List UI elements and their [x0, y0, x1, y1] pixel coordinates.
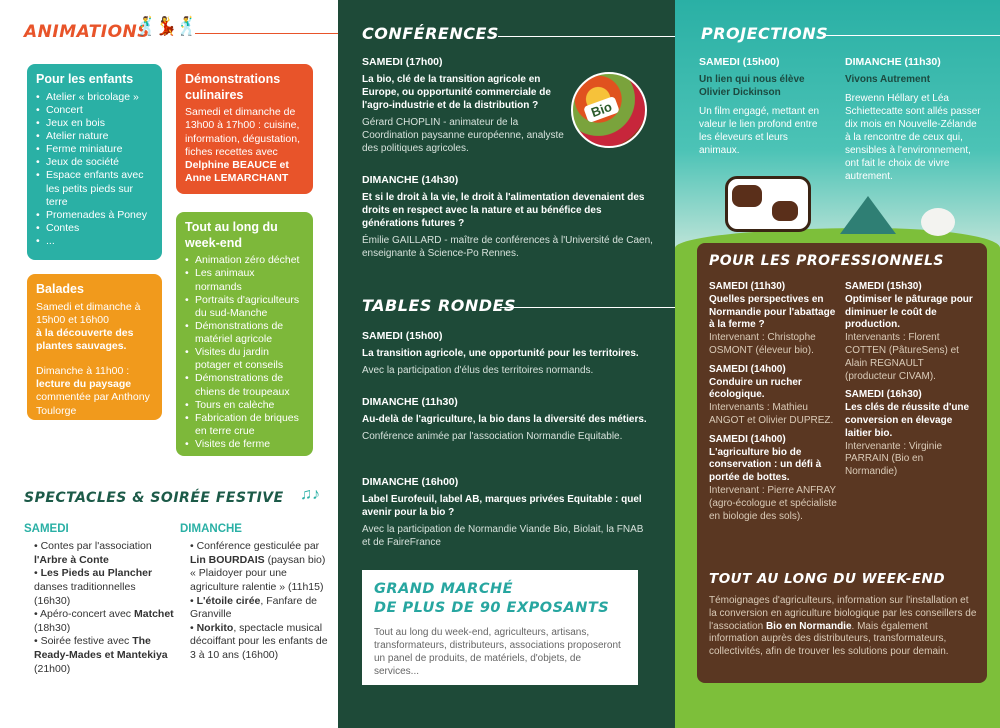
list-item: • Espace enfants avec les petits pieds sur terre: [36, 169, 153, 208]
title-line: [823, 35, 1000, 36]
animations-title: ANIMATIONS: [24, 22, 151, 42]
pro-desc: Intervenant : Christophe OSMONT (éleveur bio).: [709, 332, 816, 356]
list-item: • Atelier nature: [36, 130, 153, 143]
table-desc: Conférence animée par l'association Normandie Equitable.: [362, 430, 623, 442]
item-bold: L'étoile cirée: [196, 594, 261, 607]
balades-text4: lecture du paysage: [36, 378, 132, 391]
list-item: • Démonstrations de matériel agricole: [185, 320, 304, 346]
weekend-list: [185, 254, 304, 451]
pro-topic: Optimiser le pâturage pour diminuer le coût de production.: [845, 293, 973, 331]
box-enfants: [27, 64, 162, 260]
proj-desc: Brewenn Héllary et Léa Schiettecatte sont allés passer dix mois en Nouvelle-Zélande à la rencontre de ceux qui, sensibles à l'environnement, ont fait le choix de vivre autrement.: [845, 92, 981, 182]
music-note-icon: ♫♪: [300, 486, 320, 503]
pro-item: [709, 434, 839, 524]
box-balades: [27, 274, 162, 420]
table-topic: La transition agricole, une opportunité pour les territoires.: [362, 347, 639, 359]
panel-animations: [0, 0, 338, 728]
sheep-icon: [921, 208, 955, 236]
bio-fruits-image: [571, 72, 647, 148]
pros-box: [697, 243, 987, 683]
demos-text: [185, 106, 304, 185]
pros-title: POUR LES PROFESSIONNELS: [709, 253, 944, 269]
item-bold: l'Arbre à Conte: [34, 553, 109, 566]
title-line: [500, 307, 675, 308]
conf-1: [362, 56, 572, 155]
pros-left-col: [709, 281, 839, 523]
mont-saint-michel-icon: [840, 196, 896, 234]
list-item: • Soirée festive avec The Ready-Mades et Mantekiya (21h00): [34, 635, 168, 675]
balades-text5: commentée par Anthony Toulorge: [36, 391, 150, 417]
samedi-label: SAMEDI: [24, 523, 69, 535]
enfants-list: [36, 91, 153, 249]
projections-title: PROJECTIONS: [701, 24, 829, 43]
list-item: • Atelier « bricolage »: [36, 91, 153, 104]
list-item: • Visites de ferme: [185, 438, 304, 451]
item-text: Contes par l'association: [40, 539, 152, 552]
pros-weekend-text: [709, 595, 977, 659]
list-item: • Promenades à Poney: [36, 209, 153, 222]
pro-desc: Intervenant : Pierre ANFRAY (agro-écologue et spécialiste en biologie des sols).: [709, 484, 837, 522]
conferences-title: CONFÉRENCES: [362, 24, 499, 43]
proj-1: [699, 56, 829, 157]
title-line: [195, 33, 338, 34]
list-item: • Conférence gesticulée par Lin BOURDAIS (paysan bio) « Plaidoyer pour une agriculture ralentie » (11h15): [190, 539, 326, 593]
pro-day: SAMEDI (14h00): [709, 433, 786, 445]
proj-topic: Un lien qui nous élève Olivier Dickinson: [699, 73, 805, 98]
panel-conferences: [338, 0, 675, 728]
cow-icon: [725, 176, 811, 232]
pro-desc: Intervenants : Mathieu ANGOT et Olivier DUPREZ.: [709, 402, 834, 426]
pro-day: SAMEDI (14h00): [709, 363, 786, 375]
list-item: • Fabrication de briques en terre crue: [185, 412, 304, 438]
table-desc: Avec la participation d'élus des territoires normands.: [362, 364, 594, 376]
marche-text: Tout au long du week-end, agriculteurs, artisans, transformateurs, distributeurs, associations proposeront un panel de produits, de matériels, d'objets, de services...: [374, 626, 621, 677]
list-item: • Tours en calèche: [185, 399, 304, 412]
pro-item: [709, 364, 839, 428]
demos-title: Démonstrations culinaires: [185, 72, 281, 102]
balades-text1: Samedi et dimanche à 15h00 et 16h00: [36, 300, 141, 326]
list-item: • Apéro-concert avec Matchet (18h30): [34, 608, 174, 634]
proj-desc: Un film engagé, mettant en valeur le lien profond entre les éleveurs et leurs animaux.: [699, 105, 820, 156]
table-day: DIMANCHE (16h00): [362, 476, 459, 488]
pro-topic: Conduire un rucher écologique.: [709, 376, 802, 401]
proj-day: DIMANCHE (11h30): [845, 56, 941, 68]
list-item: • Démonstrations de chiens de troupeaux: [185, 372, 304, 398]
marche-title: [374, 580, 626, 618]
spectacles-title: SPECTACLES & SOIRÉE FESTIVE: [24, 490, 284, 506]
pro-day: SAMEDI (16h30): [845, 389, 922, 401]
conf-desc: Émilie GAILLARD - maître de conférences à l'Université de Caen, enseignante à Science-Po Rennes.: [362, 234, 653, 259]
list-item: • Concert: [36, 104, 153, 117]
table-day: DIMANCHE (11h30): [362, 396, 458, 408]
item-text: danses traditionnelles (16h30): [34, 580, 136, 607]
conf-2: [362, 174, 654, 260]
item-text: Soirée festive avec: [40, 635, 133, 648]
pro-topic: L'agriculture bio de conservation : un défi à portée de bottes.: [709, 446, 822, 484]
pro-day: SAMEDI (11h30): [709, 281, 786, 292]
dancers-icon: 🕺💃🕺: [135, 16, 197, 36]
pro-item: [709, 281, 839, 358]
weekend-text-1: Témoignages d'agriculteurs, information sur l'installation et la conversion en agriculture biologique par les conseillers de l'association: [709, 595, 977, 632]
pro-item: [845, 281, 975, 383]
item-text: , spectacle musical décoiffant pour les enfants de 3 à 10 ans (16h00): [190, 621, 328, 662]
item-text: Apéro-concert avec: [40, 608, 134, 621]
list-item: • Jeux de société: [36, 156, 153, 169]
pro-topic: Quelles perspectives en Normandie pour l'abattage à la ferme ?: [709, 293, 836, 331]
item-bold: Les Pieds au Plancher: [40, 567, 153, 580]
marche-title-2: DE PLUS DE 90 EXPOSANTS: [374, 599, 610, 616]
conf-day: SAMEDI (17h00): [362, 56, 443, 68]
list-item: • Visites du jardin potager et conseils: [185, 346, 304, 372]
list-item: • Contes: [36, 222, 153, 235]
conf-topic: La bio, clé de la transition agricole en Europe, ou opportunité commerciale de l'agro-industrie et de la distribution ?: [362, 73, 551, 111]
proj-day: SAMEDI (15h00): [699, 56, 780, 68]
table-topic: Label Eurofeuil, label AB, marques privées Equitable : quel avenir pour la bio ?: [362, 493, 642, 518]
list-item: • Contes par l'association l'Arbre à Conte: [34, 539, 152, 566]
item-bold: Lin BOURDAIS: [190, 553, 265, 566]
pro-desc: Intervenants : Florent COTTEN (PâtureSens) et Alain REGNAULT (producteur CIVAM).: [845, 332, 959, 382]
conf-day: DIMANCHE (14h30): [362, 174, 459, 186]
weekend-text-2: . Mais également information auprès des distributeurs, transformateurs, collectivités, afin de trouver les solutions pour demain.: [709, 620, 949, 658]
weekend-bold: Bio en Normandie: [765, 620, 852, 632]
pro-desc: Intervenante : Virginie PARRAIN (Bio en Normandie): [845, 440, 943, 478]
grand-marche-box: [362, 570, 638, 685]
item-bold: The Ready-Mades et Mantekiya: [34, 635, 168, 662]
balades-text3: Dimanche à 11h00 :: [36, 365, 130, 378]
dimanche-list: [180, 540, 330, 663]
dimanche-label: DIMANCHE: [180, 523, 242, 535]
table-2: [362, 396, 654, 443]
table-desc: Avec la participation de Normandie Viande Bio, Biolait, la FNAB et de FaireFrance: [362, 523, 644, 548]
proj-topic: Vivons Autrement: [845, 73, 931, 85]
pro-day: SAMEDI (15h30): [845, 281, 922, 292]
item-bold: Matchet: [133, 608, 174, 621]
proj-2: [845, 56, 985, 183]
spectacles-samedi: [24, 522, 174, 676]
list-item: • L'étoile cirée, Fanfare de Granville: [190, 594, 317, 621]
box-demos: [176, 64, 313, 194]
item-text: Conférence gesticulée par: [196, 539, 320, 552]
pro-topic: Les clés de réussite d'une conversion en élevage laitier bio.: [845, 402, 970, 439]
pros-weekend-title: TOUT AU LONG DU WEEK-END: [709, 571, 946, 587]
balades-text2: à la découverte des plantes sauvages.: [36, 326, 134, 352]
balades-title: Balades: [36, 282, 84, 296]
demos-names: Delphine BEAUCE et Anne LEMARCHANT: [185, 158, 289, 184]
list-item: • Les animaux normands: [185, 267, 304, 293]
table-topic: Au-delà de l'agriculture, la bio dans la diversité des métiers.: [362, 413, 647, 425]
samedi-list: [24, 540, 174, 676]
table-day: SAMEDI (15h00): [362, 330, 443, 342]
pros-right-col: [845, 281, 975, 479]
bio-label: Bio: [583, 96, 620, 123]
item-text: (18h30): [34, 621, 71, 634]
marche-title-1: GRAND MARCHÉ: [374, 581, 514, 597]
enfants-title: Pour les enfants: [36, 72, 134, 86]
tables-title: TABLES RONDES: [362, 296, 517, 315]
conf-desc: Gérard CHOPLIN - animateur de la Coordination paysanne européenne, analyste des politiques agricoles.: [362, 116, 564, 154]
list-item: • Norkito, spectacle musical décoiffant pour les enfants de 3 à 10 ans (16h00): [190, 621, 328, 662]
demos-desc: Samedi et dimanche de 13h00 à 17h00 : cuisine, information, dégustation, fiches recettes avec: [185, 106, 300, 158]
conf-topic: Et si le droit à la vie, le droit à l'alimentation devenaient des droits en respect avec la nature et au bénéfice des générations futures ?: [362, 191, 645, 229]
list-item: • Portraits d'agriculteurs du sud-Manche: [185, 294, 304, 320]
table-1: [362, 330, 654, 377]
item-text: , Fanfare de Granville: [190, 594, 317, 621]
item-bold: Norkito: [196, 621, 234, 634]
item-text: (paysan bio) « Plaidoyer pour une agriculture ralentie » (11h15): [190, 553, 326, 593]
pro-item: [845, 389, 975, 479]
list-item: • ...: [36, 235, 153, 248]
table-3: [362, 476, 654, 549]
weekend-title: Tout au long du week-end: [185, 220, 278, 250]
item-text: (21h00): [34, 662, 71, 675]
panel-projections: [675, 0, 1000, 728]
spectacles-dimanche: [180, 522, 330, 663]
title-line: [498, 36, 675, 37]
list-item: • Ferme miniature: [36, 143, 153, 156]
box-weekend: [176, 212, 313, 456]
list-item: • Jeux en bois: [36, 117, 153, 130]
list-item: • Animation zéro déchet: [185, 254, 304, 267]
list-item: • Les Pieds au Plancher danses traditionnelles (16h30): [34, 567, 153, 607]
